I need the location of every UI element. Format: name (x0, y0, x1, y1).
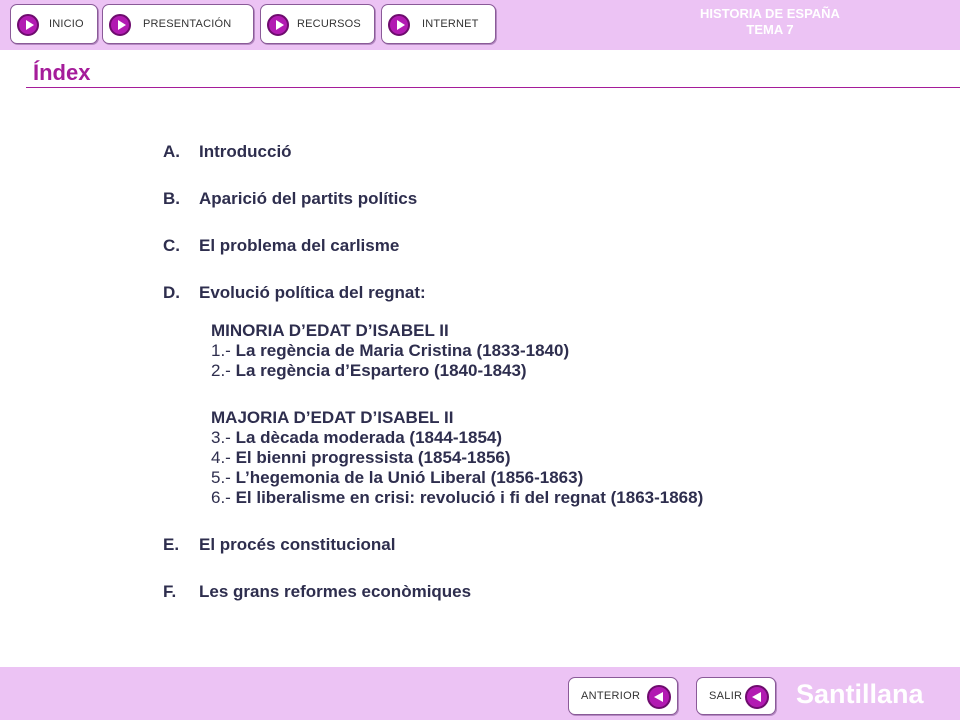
index-letter: A. (163, 142, 180, 161)
nav-button-inicio[interactable] (10, 4, 98, 44)
subsection-heading-minoria: MINORIA D’EDAT D’ISABEL II (211, 321, 449, 340)
index-item-a[interactable] (163, 142, 923, 162)
index-item-e[interactable] (163, 535, 923, 555)
index-item-b[interactable] (163, 189, 923, 209)
subsection-item-text: La regència d’Espartero (1840-1843) (235, 361, 527, 380)
nav-button-internet[interactable] (381, 4, 496, 44)
play-arrow-icon (17, 14, 39, 36)
subsection-item-6[interactable] (211, 488, 923, 508)
back-arrow-icon (745, 685, 769, 709)
top-navigation-bar (0, 0, 960, 50)
index-list (163, 142, 923, 602)
subsection-item-number: 3.- (211, 428, 236, 447)
salir-button-label: SALIR (709, 690, 743, 702)
subsection-item-text: L’hegemonia de la Unió Liberal (1856-1863) (235, 468, 584, 487)
subsection-item-text: El liberalisme en crisi: revolució i fi del regnat (1863-1868) (235, 488, 704, 507)
subsection-item-text: La regència de Maria Cristina (1833-1840) (235, 341, 570, 360)
title-divider (26, 87, 960, 88)
play-arrow-icon (388, 14, 410, 36)
subsection-item-number: 5.- (211, 468, 236, 487)
index-letter: C. (163, 236, 180, 255)
subsection-item-number: 6.- (211, 488, 236, 507)
subsection-item-3[interactable] (211, 428, 923, 448)
nav-button-label: PRESENTACIÓN (143, 18, 232, 30)
index-letter: D. (163, 283, 180, 302)
play-arrow-icon (267, 14, 289, 36)
santillana-logo: Santillana (796, 679, 924, 709)
subsection-item-2[interactable] (211, 361, 923, 381)
index-letter: B. (163, 189, 180, 208)
index-item-c[interactable] (163, 236, 923, 256)
subject-title-line2: TEMA 7 (746, 22, 794, 37)
subsection-heading-majoria: MAJORIA D’EDAT D’ISABEL II (211, 408, 454, 427)
index-item-d[interactable] (163, 283, 923, 303)
page-title: Índex (33, 60, 91, 85)
subsection-item-text: El bienni progressista (1854-1856) (235, 448, 511, 467)
subsection-item-5[interactable] (211, 468, 923, 488)
index-letter: E. (163, 535, 180, 554)
nav-button-label: RECURSOS (297, 18, 361, 30)
index-letter: F. (163, 582, 177, 601)
anterior-button-label: ANTERIOR (581, 690, 641, 702)
subsection-item-4[interactable] (211, 448, 923, 468)
index-item-text: Introducció (199, 142, 292, 161)
index-item-text: Les grans reformes econòmiques (199, 582, 472, 601)
nav-button-presentacion[interactable] (102, 4, 254, 44)
subsection-item-number: 4.- (211, 448, 236, 467)
index-item-f[interactable] (163, 582, 923, 602)
subsection-item-text: La dècada moderada (1844-1854) (235, 428, 503, 447)
back-arrow-icon (647, 685, 671, 709)
index-item-text: Aparició del partits polítics (199, 189, 418, 208)
subsection-item-number: 1.- (211, 341, 236, 360)
salir-button[interactable] (696, 677, 776, 715)
play-arrow-icon (109, 14, 131, 36)
subsection-item-1[interactable] (211, 341, 923, 361)
subject-title (660, 6, 880, 38)
anterior-button[interactable] (568, 677, 678, 715)
index-subsection (211, 321, 923, 508)
bottom-navigation-bar (0, 667, 960, 720)
nav-button-recursos[interactable] (260, 4, 375, 44)
subject-title-line1: HISTORIA DE ESPAÑA (700, 6, 840, 21)
nav-button-label: INTERNET (422, 18, 479, 30)
index-item-text: El procés constitucional (199, 535, 396, 554)
subsection-item-number: 2.- (211, 361, 236, 380)
nav-button-label: INICIO (49, 18, 84, 30)
index-item-text: Evolució política del regnat: (199, 283, 426, 302)
index-item-text: El problema del carlisme (199, 236, 400, 255)
spacer (211, 381, 923, 408)
